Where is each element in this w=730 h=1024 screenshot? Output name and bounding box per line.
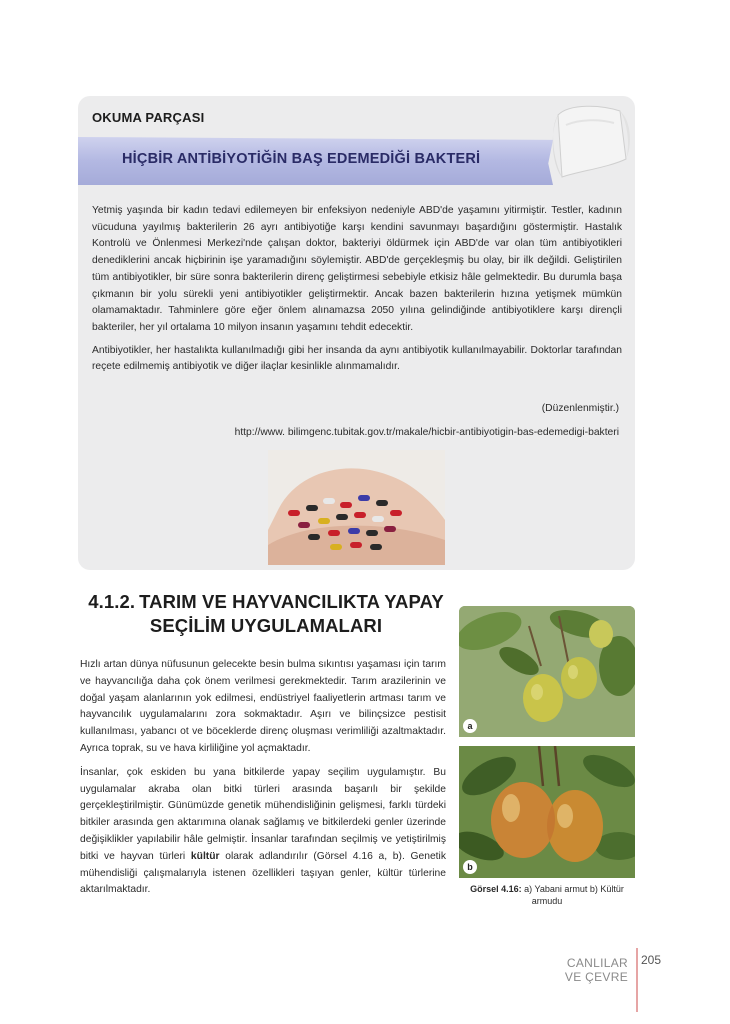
unit-name-line2: VE ÇEVRE [564,970,628,984]
reading-paragraph: Antibiyotikler, her hastalıkta kullanılmadığı gibi her insanda da aynı antibiyotik kullanılmayabilir. Doktorlar tarafından reçete edilmemiş antibiyotik ve diğer ilaçlar kesinlikle alınmamalıdır. [92,344,622,373]
reading-paragraph: Yetmiş yaşında bir kadın tedavi edilemeyen bir enfeksiyon nedeniyle ABD'de yaşamını yitirmiştir. Testler, kadının vücuduna yayılmış bakterilerin 26 ayrı antibiyotiğe karşı kendini savunmayı başardığını göstermiştir. Hastalık Kontrolü ve Önlenmesi Merkezi'nde çalışan doktor, bakteriyi öldürmek için ABD'de var olan tüm antibiyotikleri denediklerini ancak hiçbirinin işe yaramadığını söylemiştir. ABD'de gerçekleşmiş bu olay, bir ilk değildi. Geliştirilen tüm antibiyotikler, bir süre sonra bakterilerin direnç geliştirmesi sebebiyle etkisiz hâle gelmektedir. Bu durumla başa çıkmanın bir yolu sürekli yeni antibiyotikler geliştirmektir. Ancak bazen bakterilerin hızına yetişmek mümkün olamamaktadır. Tahminlere göre eğer önlem alınamazsa 2050 yılına gelindiğinde antibiyotiklere karşı dirençli bakteriler, her yıl ortalama 10 milyon insanın yaşamını tehdit edecektir. [92,205,622,333]
cultivated-pear-photo [459,746,635,878]
unit-name-line1: CANLILAR [566,956,628,970]
source-url[interactable]: http://www. bilimgenc.tubitak.gov.tr/makale/hicbir-antibiyotigin-bas-edemedigi-bakteri [234,427,619,438]
bold-term: kültür [190,850,220,862]
section-paragraph: Hızlı artan dünya nüfusunun gelecekte besin bulma sıkıntısı yaşaması için tarım ve hayvancılığa daha çok önem verilmesi gerekmektedir. Tarım arazilerinin ve doğal yaşam alanlarının yok edilmesi, endüstriyel faaliyetlerin artması tarım ve hayvancılık uygulamalarını zora sokmaktadır. Aşırı ve bilinçsizce pestisit kullanılması, yabancı ot ve böceklerde direnç oluşması verimliliği azaltmaktadır. Ayrıca toprak, su ve hava kirliliğine yol açmaktadır. [80,659,446,754]
section-title-line2: SEÇİLİM UYGULAMALARI [149,615,383,636]
footer-divider [636,948,638,1012]
section-heading [80,590,452,638]
wild-pear-image [459,606,635,737]
pills-in-hands-photo [268,450,445,565]
section-paragraph [80,765,446,899]
section-body [80,657,446,906]
paragraph-text: olarak adlandırılır (Görsel 4.16 a, b). Genetik mühendisliği çalışmalarıyla istenen özellikleri taşıyan genler, kültür türlerine aktarılmaktadır. [80,850,446,896]
photo-label-a: a [463,719,477,733]
photo-label-b: b [463,860,477,874]
figure-caption [459,884,635,907]
wild-pear-photo [459,606,635,737]
paragraph-text: İnsanlar, çok eskiden bu yana bitkilerde yapay seçilim uygulamıştır. Bu uygulamalar akraba olan bitki türleri arasında başarılı bir şekilde gerçekleştirilmiştir. Günümüzde genetik mühendisliğinin gelişmesi, farklı türdeki bitkiler arasında gen aktarımına olanak sağlamış ve bitkilerdeki genler üzerinde değişiklikler yapılabilir hâle gelmiştir. İnsanlar tarafından seçilmiş ve yetiştirilmiş bitki ve hayvan türleri [80,766,446,862]
page-number: 205 [641,953,662,967]
caption-label: Görsel 4.16: [470,884,522,894]
reading-label: OKUMA PARÇASI [92,110,205,125]
caption-text: a) Yabani armut b) Kültür armudu [521,884,624,906]
source-note: (Düzenlenmiştir.) [541,403,619,414]
section-title-line1: TARIM VE HAYVANCILIKTA YAPAY [139,591,444,612]
reading-body [92,203,622,382]
paper-scroll-icon [540,97,632,189]
unit-name [520,956,628,984]
reading-title: HİÇBİR ANTİBİYOTİĞİN BAŞ EDEMEDİĞİ BAKTERİ [122,151,481,167]
cultivated-pear-image [459,746,635,878]
section-number: 4.1.2. [88,591,136,612]
